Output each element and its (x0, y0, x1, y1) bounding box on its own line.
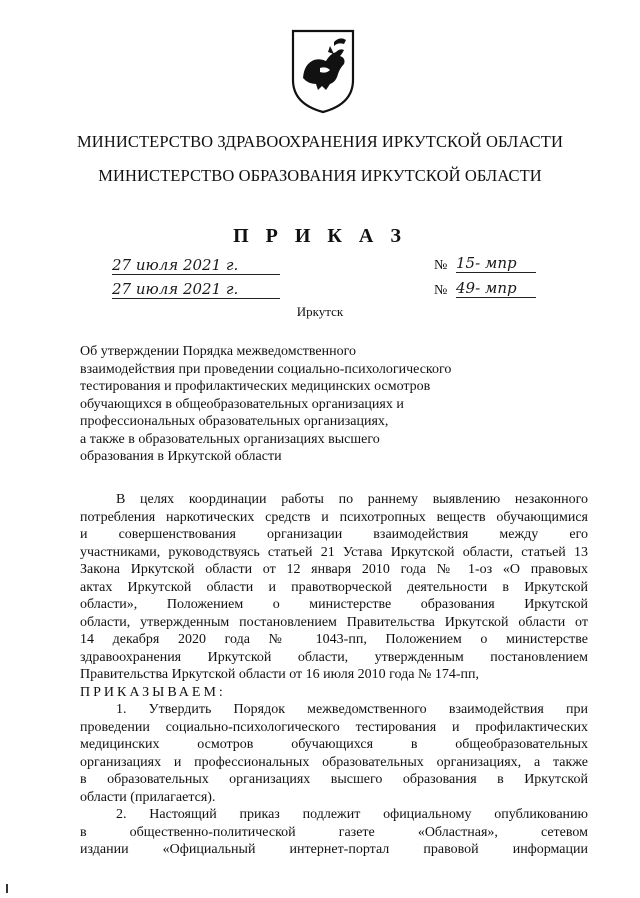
body-line: потребления наркотических средств и психотропных веществ обучающимися (80, 509, 588, 525)
scan-artifact-mark (6, 884, 8, 893)
body-line: области, утвержденным постановлением Правительства Иркутской области от (80, 614, 588, 630)
order-date-1: 27 июля 2021 г. (112, 256, 280, 275)
order-number-2: 49- мпр (456, 279, 536, 298)
ministry-education-heading: МИНИСТЕРСТВО ОБРАЗОВАНИЯ ИРКУТСКОЙ ОБЛАСТИ (98, 166, 542, 185)
subject-line: тестирования и профилактических медицинских осмотров (80, 379, 431, 394)
order-title: П Р И К А З (233, 225, 407, 247)
body-line: организациях и профессиональных образовательных организациях, а также (80, 754, 588, 770)
ministry-health-heading: МИНИСТЕРСТВО ЗДРАВООХРАНЕНИЯ ИРКУТСКОЙ ОБЛАСТИ (77, 132, 563, 151)
subject-line: взаимодействия при проведении социально-психологического (80, 361, 452, 377)
coat-of-arms-emblem (290, 28, 356, 114)
body-line: издании «Официальный интернет-портал правовой информации (80, 842, 588, 857)
body-line: в общественно-политической газете «Областная», сетевом (80, 824, 588, 840)
body-line: 2. Настоящий приказ подлежит официальному опубликованию (116, 807, 588, 822)
city-label: Иркутск (296, 304, 344, 319)
body-line: Закона Иркутской области от 12 января 2010 года № 1-оз «О правовых (80, 562, 588, 577)
body-line: в образовательных организациях высшего образования в Иркутской (80, 772, 588, 787)
subject-line: образования в Иркутской области (80, 449, 282, 464)
body-line: 1. Утвердить Порядок межведомственного взаимодействия при (116, 702, 588, 717)
body-line: актах Иркутской области и правотворческой деятельности в Иркутской (80, 579, 588, 595)
subject-line: Об утверждении Порядка межведомственного (80, 344, 357, 359)
order-date-2: 27 июля 2021 г. (112, 280, 280, 299)
subject-line: а также в образовательных организациях высшего (80, 431, 380, 447)
body-line: В целях координации работы по раннему выявлению незаконного (116, 492, 588, 507)
order-body (80, 491, 588, 859)
body-line: области», Положением о министерстве образования Иркутской (80, 597, 588, 612)
body-line: области (прилагается). (80, 789, 216, 805)
body-line: 14 декабря 2020 года № 1043-пп, Положением о министерстве (80, 632, 588, 647)
order-subject (80, 343, 500, 466)
body-line: проведении социально-психологического тестирования и профилактических (80, 719, 588, 735)
number-label-1: № (434, 258, 448, 273)
body-line: медицинских осмотров обучающихся в общеобразовательных (80, 737, 588, 752)
number-label-2: № (434, 283, 448, 298)
subject-line: профессиональных образовательных организациях, (80, 414, 389, 429)
body-line: и совершенствования организации взаимодействия между его (80, 527, 588, 542)
order-command: ПРИКАЗЫВАЕМ: (80, 684, 226, 700)
subject-line: обучающихся в общеобразовательных организациях и (80, 396, 404, 412)
body-line: здравоохранения Иркутской области, утвержденным постановлением (80, 649, 588, 665)
body-line: участниками, руководствуясь статьей 21 Устава Иркутской области, статьей 13 (80, 544, 588, 560)
order-number-1: 15- мпр (456, 254, 536, 273)
body-line: Правительства Иркутской области от 16 июля 2010 года № 174-пп, (80, 667, 479, 682)
